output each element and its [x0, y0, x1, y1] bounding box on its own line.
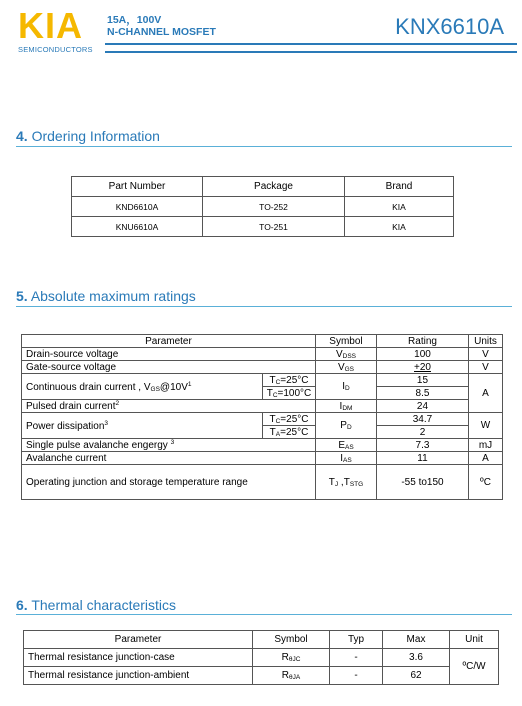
- header-device-type: N-CHANNEL MOSFET: [107, 26, 216, 38]
- section-rule: [16, 614, 512, 615]
- rating-cell: 7.3: [376, 439, 468, 452]
- unit-cell: ºC/W: [450, 649, 499, 685]
- rating-cell: 100: [376, 348, 468, 361]
- symbol-cell: $T_J$ $,T_{STG}$: [315, 465, 376, 500]
- table-row: [24, 667, 499, 685]
- column-header: Symbol: [253, 631, 330, 649]
- condition-cell: $T_A=25^\circ C$: [262, 426, 315, 439]
- unit-cell: A: [468, 374, 502, 413]
- rating-cell: 24: [376, 400, 468, 413]
- column-header: Unit: [450, 631, 499, 649]
- param-cell: Continuous drain current , $V_{GS}@10V^1$: [22, 374, 263, 400]
- symbol-cell: $E_{AS}$: [315, 439, 376, 452]
- table-header-row: [24, 631, 499, 649]
- section-number: 5.: [16, 288, 28, 304]
- symbol-cell: $R_{\theta JC}$: [253, 649, 330, 667]
- max-cell: 3.6: [383, 649, 450, 667]
- rating-cell: 11: [376, 452, 468, 465]
- condition-cell: $T_C=25^\circ C$: [262, 374, 315, 387]
- absolute-max-ratings-table: [21, 334, 503, 500]
- unit-cell: A: [468, 452, 502, 465]
- table-row: [72, 197, 454, 217]
- section-number: 6.: [16, 597, 28, 613]
- symbol-cell: $R_{\theta JA}$: [253, 667, 330, 685]
- column-header: Symbol: [315, 335, 376, 348]
- table-row: [22, 374, 503, 387]
- typ-cell: -: [330, 649, 383, 667]
- rating-cell: -55 to150: [376, 465, 468, 500]
- section-absmax-heading: [16, 288, 196, 304]
- column-header: Typ: [330, 631, 383, 649]
- table-row: [22, 400, 503, 413]
- unit-cell: V: [468, 361, 502, 374]
- table-row: [22, 452, 503, 465]
- symbol-cell: $I_D$: [315, 374, 376, 400]
- column-header: Brand: [345, 177, 454, 197]
- column-header: Max: [383, 631, 450, 649]
- table-cell: KND6610A: [72, 197, 203, 217]
- header-rule-top: [105, 43, 517, 45]
- unit-cell: ºC: [468, 465, 502, 500]
- thermal-table: [23, 630, 499, 685]
- rating-cell: +20: [376, 361, 468, 374]
- symbol-cell: $I_{DM}$: [315, 400, 376, 413]
- section-number: 4.: [16, 128, 28, 144]
- section-rule: [16, 146, 512, 147]
- part-number-title: KNX6610A: [395, 14, 504, 39]
- column-header: Rating: [376, 335, 468, 348]
- condition-cell: $T_C=25^\circ C$: [262, 413, 315, 426]
- header-rating: 15A，100V: [107, 14, 162, 26]
- rating-cell: 34.7: [376, 413, 468, 426]
- column-header: Units: [468, 335, 502, 348]
- table-cell: KIA: [345, 197, 454, 217]
- table-row: [22, 361, 503, 374]
- header-rule-bottom: [105, 51, 517, 53]
- column-header: Parameter: [24, 631, 253, 649]
- section-thermal-heading: [16, 597, 176, 613]
- table-cell: KIA: [345, 217, 454, 237]
- table-cell: TO-251: [203, 217, 345, 237]
- param-cell: Thermal resistance junction-ambient: [24, 667, 253, 685]
- section-title: Absolute maximum ratings: [30, 288, 196, 304]
- column-header: Package: [203, 177, 345, 197]
- param-cell: Thermal resistance junction-case: [24, 649, 253, 667]
- ordering-table: [71, 176, 454, 237]
- table-header-row: [72, 177, 454, 197]
- param-cell: Single pulse avalanche engergy $^3$: [22, 439, 316, 452]
- param-cell: Power dissipation$^3$: [22, 413, 263, 439]
- typ-cell: -: [330, 667, 383, 685]
- section-ordering-heading: [16, 128, 160, 144]
- unit-cell: V: [468, 348, 502, 361]
- table-row: [22, 465, 503, 500]
- param-cell: Operating junction and storage temperature range: [22, 465, 316, 500]
- unit-cell: W: [468, 413, 502, 439]
- symbol-cell: $V_{DSS}$: [315, 348, 376, 361]
- table-header-row: [22, 335, 503, 348]
- table-row: [72, 217, 454, 237]
- company-logo-subtitle: SEMICONDUCTORS: [18, 45, 93, 54]
- table-cell: TO-252: [203, 197, 345, 217]
- table-cell: KNU6610A: [72, 217, 203, 237]
- param-cell: Pulsed drain current$^2$: [22, 400, 316, 413]
- table-row: [22, 439, 503, 452]
- condition-cell: $T_C=100^\circ C$: [262, 387, 315, 400]
- unit-cell: mJ: [468, 439, 502, 452]
- rating-cell: 8.5: [376, 387, 468, 400]
- section-rule: [16, 306, 512, 307]
- section-title: Ordering Information: [31, 128, 160, 144]
- company-logo: KIA: [18, 5, 83, 46]
- rating-cell: 2: [376, 426, 468, 439]
- table-row: [22, 348, 503, 361]
- param-cell: Drain-source voltage: [22, 348, 316, 361]
- table-row: [24, 649, 499, 667]
- column-header: Part Number: [72, 177, 203, 197]
- param-cell: Gate-source voltage: [22, 361, 316, 374]
- column-header: Parameter: [22, 335, 316, 348]
- symbol-cell: $I_{AS}$: [315, 452, 376, 465]
- table-row: [22, 413, 503, 426]
- symbol-cell: $V_{GS}$: [315, 361, 376, 374]
- section-title: Thermal characteristics: [31, 597, 177, 613]
- param-cell: Avalanche current: [22, 452, 316, 465]
- symbol-cell: $P_D$: [315, 413, 376, 439]
- max-cell: 62: [383, 667, 450, 685]
- rating-cell: 15: [376, 374, 468, 387]
